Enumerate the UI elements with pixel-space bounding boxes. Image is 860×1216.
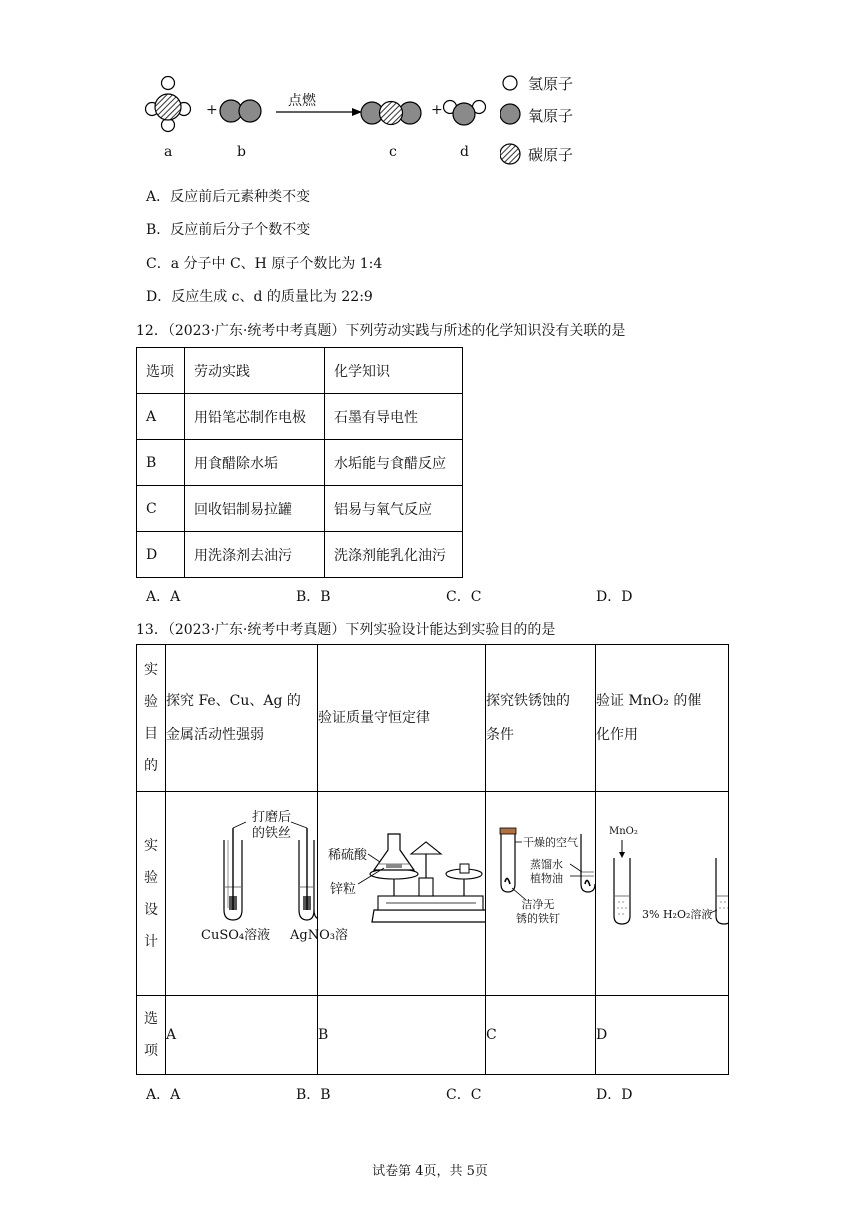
- label-h2o2-solution: 3% H₂O₂溶液: [642, 908, 713, 921]
- q12-answer-a: A．A: [146, 589, 181, 605]
- table-header-cell: 选项: [137, 348, 185, 394]
- molecule-label-b: b: [237, 144, 246, 160]
- option-cell-b: B: [318, 996, 486, 1075]
- row-header-design: 实 验 设 计: [137, 792, 166, 996]
- oxygen-atom-icon: [500, 104, 520, 124]
- plus-sign-1: +: [206, 102, 218, 118]
- table-header-cell: 化学知识: [325, 348, 463, 394]
- q13-answer-c: C．C: [446, 1087, 482, 1103]
- q11-option-d: D．反应生成 c、d 的质量比为 22:9: [146, 289, 373, 305]
- design-cell-d: [596, 792, 729, 996]
- table-cell: 水垢能与食醋反应: [325, 440, 463, 486]
- label-distilled-water: 蒸馏水: [530, 858, 563, 871]
- table-cell: A: [137, 394, 185, 440]
- legend-carbon-label: 碳原子: [528, 146, 574, 164]
- molecule-label-a: a: [164, 144, 173, 160]
- molecule-d: [444, 101, 486, 126]
- row-header-option: 选 项: [137, 996, 166, 1075]
- table-cell: B: [137, 440, 185, 486]
- table-cell: C: [137, 486, 185, 532]
- table-cell: 石墨有导电性: [325, 394, 463, 440]
- row-header-purpose: 实 验 目 的: [137, 645, 166, 792]
- q13-stem: 13．（2023·广东·统考中考真题）下列实验设计能达到实验目的的是: [136, 622, 556, 638]
- option-cell-d: D: [596, 996, 729, 1075]
- table-cell: 用铅笔芯制作电极: [185, 394, 325, 440]
- q13-answer-a: A．A: [146, 1087, 181, 1103]
- molecule-label-d: d: [460, 144, 469, 160]
- label-zinc-granules: 锌粒: [330, 882, 357, 897]
- label-vegetable-oil: 植物油: [530, 872, 563, 885]
- plus-sign-2: +: [431, 102, 443, 118]
- label-cuso4-solution: CuSO₄溶液: [201, 928, 271, 943]
- table-header-cell: 劳动实践: [185, 348, 325, 394]
- molecule-b: [220, 100, 261, 122]
- legend-icons: [500, 70, 530, 170]
- q12-stem: 12．（2023·广东·统考中考真题）下列劳动实践与所述的化学知识没有关联的是: [136, 323, 626, 339]
- molecule-c: [361, 102, 421, 125]
- label-mno2: MnO₂: [609, 826, 638, 837]
- legend-oxygen-label: 氧原子: [528, 107, 574, 125]
- mno2-tubes-illustration: [596, 792, 728, 995]
- label-dry-air: 干燥的空气: [523, 836, 578, 849]
- purpose-cell-a: 探究 Fe、Cu、Ag 的 金属活动性强弱: [166, 645, 318, 792]
- table-cell: 铝易与氧气反应: [325, 486, 463, 532]
- table-row: [137, 532, 463, 578]
- table-row: [137, 645, 729, 792]
- legend-hydrogen-label: 氢原子: [528, 75, 574, 93]
- page-footer: 试卷第 4页，共 5页: [372, 1164, 488, 1179]
- iron-nail-tubes-illustration: [486, 792, 595, 995]
- table-cell: 洗涤剂能乳化油污: [325, 532, 463, 578]
- molecule-label-c: c: [389, 144, 397, 160]
- q11-option-c: C．a 分子中 C、H 原子个数比为 1:4: [146, 256, 383, 272]
- table-cell: 回收铝制易拉罐: [185, 486, 325, 532]
- q12-answer-b: B．B: [296, 589, 331, 605]
- q13-answer-b: B．B: [296, 1087, 331, 1103]
- table-row: [137, 440, 463, 486]
- design-cell-c: [486, 792, 596, 996]
- label-clean-iron-nail: 洁净无 锈的铁钉: [516, 898, 560, 925]
- purpose-cell-b: 验证质量守恒定律: [318, 645, 486, 792]
- q13-answer-d: D．D: [596, 1087, 633, 1103]
- label-dilute-sulfuric-acid: 稀硫酸: [328, 848, 368, 863]
- atom-legend: [500, 70, 600, 170]
- q11-option-a: A．反应前后元素种类不变: [146, 189, 311, 205]
- purpose-cell-c: 探究铁锈蚀的 条件: [486, 645, 596, 792]
- table-row: [137, 996, 729, 1075]
- table-cell: 用洗涤剂去油污: [185, 532, 325, 578]
- table-row: [137, 486, 463, 532]
- table-row: [137, 348, 463, 394]
- hydrogen-atom-icon: [503, 76, 517, 90]
- design-cell-b: [318, 792, 486, 996]
- purpose-cell-d: 验证 MnO₂ 的催 化作用: [596, 645, 729, 792]
- option-cell-c: C: [486, 996, 596, 1075]
- label-agno3-solution: AgNO₃溶: [290, 928, 348, 943]
- test-tubes-wire-illustration: [166, 792, 317, 995]
- q13-table: [136, 644, 729, 1075]
- arrow-label: 点燃: [288, 93, 316, 109]
- carbon-atom-icon: [500, 144, 520, 164]
- table-cell: 用食醋除水垢: [185, 440, 325, 486]
- option-cell-a: A: [166, 996, 318, 1075]
- table-row: [137, 792, 729, 996]
- q12-answer-c: C．C: [446, 589, 482, 605]
- table-cell: D: [137, 532, 185, 578]
- molecule-a: [146, 77, 191, 132]
- q11-option-b: B．反应前后分子个数不变: [146, 222, 311, 238]
- label-polished-iron-wire: 打磨后 的铁丝: [252, 810, 292, 841]
- q12-answer-d: D．D: [596, 589, 633, 605]
- q12-table: [136, 347, 463, 578]
- table-row: [137, 394, 463, 440]
